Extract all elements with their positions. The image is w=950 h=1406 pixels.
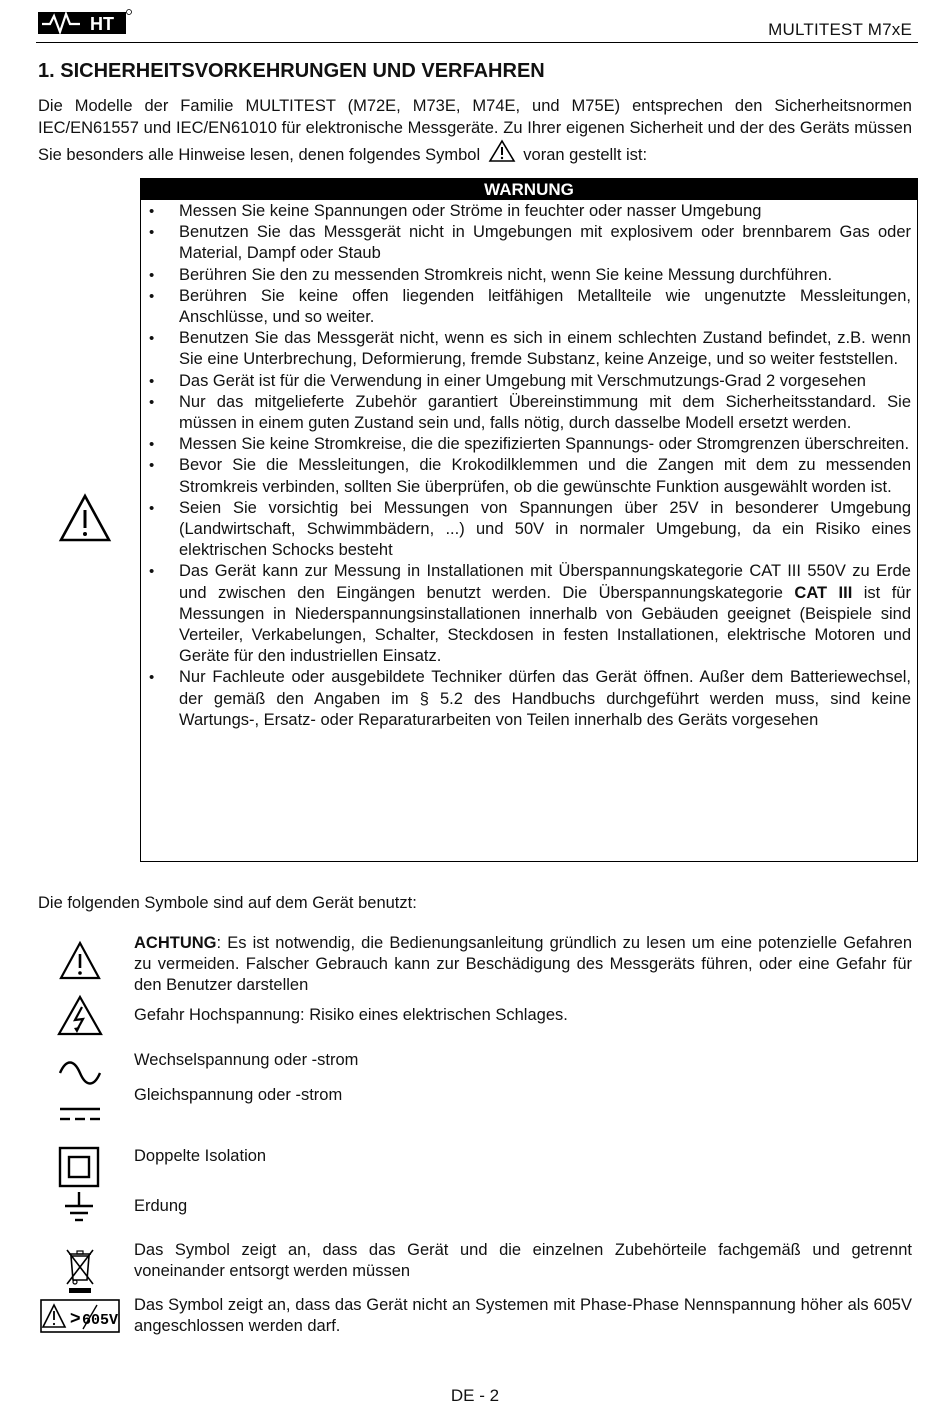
list-item: • Benutzen Sie das Messgerät nicht in Umgebungen mit explosivem oder brennbarem Gas oder Material, Dampf oder Staub: [141, 222, 911, 264]
list-item: • Berühren Sie den zu messenden Stromkreis nicht, wenn Sie keine Messung durchführen.: [141, 265, 911, 286]
dc-symbol-icon: [58, 1104, 102, 1124]
warning-list: [141, 200, 917, 731]
list-item: • Das Gerät ist für die Verwendung in einer Umgebung mit Verschmutzungs-Grad 2 vorgesehen: [141, 371, 911, 392]
symbols-intro: Die folgenden Symbole sind auf dem Gerät benutzt:: [38, 894, 417, 912]
list-item: • Bevor Sie die Messleitungen, die Krokodilklemmen und die Zangen mit dem zu messenden Stromkreis verbinden, sollten Sie überprüfen, ob die gewünschte Funktion ausgewählt worden ist.: [141, 455, 911, 497]
list-item: • Nur das mitgelieferte Zubehör garantiert Übereinstimmung mit dem Sicherheitsstandard. Sie müssen in einem guten Zustand sein und, falls nötig, durch dasselbe Modell ersetzt werden.: [141, 392, 911, 434]
symbol-achtung-description: ACHTUNG: Es ist notwendig, die Bedienungsanleitung gründlich zu lesen um eine potenzielle Gefahren zu vermeiden. Falscher Gebrauch kann zur Beschädigung des Messgeräts führen, oder eine Gefahr für den Benutzer darstellen: [134, 934, 912, 994]
svg-text:HT: HT: [90, 14, 114, 34]
warning-header: WARNUNG: [141, 179, 917, 200]
symbol-phase-limit-description: Das Symbol zeigt an, dass das Gerät nicht an Systemen mit Phase-Phase Nennspannung höher als 605V angeschlossen werden darf.: [134, 1296, 912, 1335]
phase-voltage-limit-icon: [40, 1299, 120, 1333]
list-item: • Benutzen Sie das Messgerät nicht, wenn es sich in einem schlechten Zustand befindet, z.B. wenn Sie eine Unterbrechung, Deformierung, fremde Substanz, keine Anzeige, und so weiter feststellen.: [141, 328, 911, 370]
svg-text:605V: 605V: [82, 1312, 119, 1329]
ground-icon: [62, 1192, 96, 1224]
warning-box: [140, 178, 918, 862]
list-item: • Das Gerät kann zur Messung in Installationen mit Überspannungskategorie CAT III 550V zu Erde und zwischen den Eingängen benutzt werden. Die Überspannungskategorie CAT III ist für Messungen in Niederspannungsinstallationen innerhalb von Gebäuden geeignet (Beispiele sind Verteiler, Verkabelungen, Schalter, Steckdosen in festen Installationen, elektrische Motoren und Geräte für den industriellen Einsatz.: [141, 561, 911, 667]
warning-triangle-icon: [58, 940, 102, 982]
double-insulation-icon: [58, 1146, 100, 1188]
list-item: • Messen Sie keine Stromkreise, die die spezifizierten Spannungs- oder Stromgrenzen überschreiten.: [141, 434, 911, 455]
page-number: DE - 2: [450, 1386, 500, 1405]
symbol-dc-description: Gleichspannung oder -strom: [134, 1086, 343, 1104]
svg-text:>: >: [70, 1308, 81, 1328]
symbol-ac-description: Wechselspannung oder -strom: [134, 1051, 359, 1069]
ac-sine-wave-icon: [58, 1060, 102, 1086]
list-item: • Seien Sie vorsichtig bei Messungen von Spannungen über 25V in besonderer Umgebung (Landwirtschaft, Schwimmbädern, ...) und 50V in normaler Umgebung, da ein Risiko eines elektrischen Schocks besteht: [141, 498, 911, 562]
document-title: MULTITEST M7xE: [768, 20, 912, 39]
symbol-weee-description: Das Symbol zeigt an, dass das Gerät und die einzelnen Zubehörteile fachgemäß und getrennt voneinander entsorgt werden müssen: [134, 1241, 912, 1280]
header-divider: [36, 42, 918, 43]
intro-paragraph: Die Modelle der Familie MULTITEST (M72E, M73E, M74E, und M75E) entsprechen den Sicherheitsnormen IEC/EN61557 und IEC/EN61010 für elektronische Messgeräte. Zu Ihrer eigenen Sicherheit und der des Geräts müssen Sie besonders alle Hinweise lesen, denen folgendes Symbol voran gestellt ist:: [38, 97, 912, 164]
list-item: • Nur Fachleute oder ausgebildete Techniker dürfen das Gerät öffnen. Außer dem Batteriewechsel, der gemäß den Angaben im § 5.2 des Handbuchs durchgeführt werden muss, sind keine Wartungs-, Ersatz- oder Reparaturarbeiten von Teilen innerhalb des Geräts vorgesehen: [141, 667, 911, 731]
warning-triangle-icon: [488, 139, 516, 163]
symbol-high-voltage-description: Gefahr Hochspannung: Risiko eines elektrischen Schlages.: [134, 1006, 568, 1024]
symbol-ground-description: Erdung: [134, 1197, 188, 1215]
symbol-double-insulation-description: Doppelte Isolation: [134, 1147, 267, 1165]
list-item: • Messen Sie keine Spannungen oder Ströme in feuchter oder nasser Umgebung: [141, 201, 911, 222]
section-title: 1. SICHERHEITSVORKEHRUNGEN UND VERFAHREN: [38, 60, 545, 82]
warning-triangle-icon: [58, 493, 112, 543]
high-voltage-icon: [56, 994, 104, 1038]
list-item: • Berühren Sie keine offen liegenden leitfähigen Metallteile wie ungenutzte Messleitungen, Anschlüsse, und so weiter.: [141, 286, 911, 328]
weee-bin-icon: [64, 1246, 96, 1294]
ht-logo: [36, 8, 132, 36]
